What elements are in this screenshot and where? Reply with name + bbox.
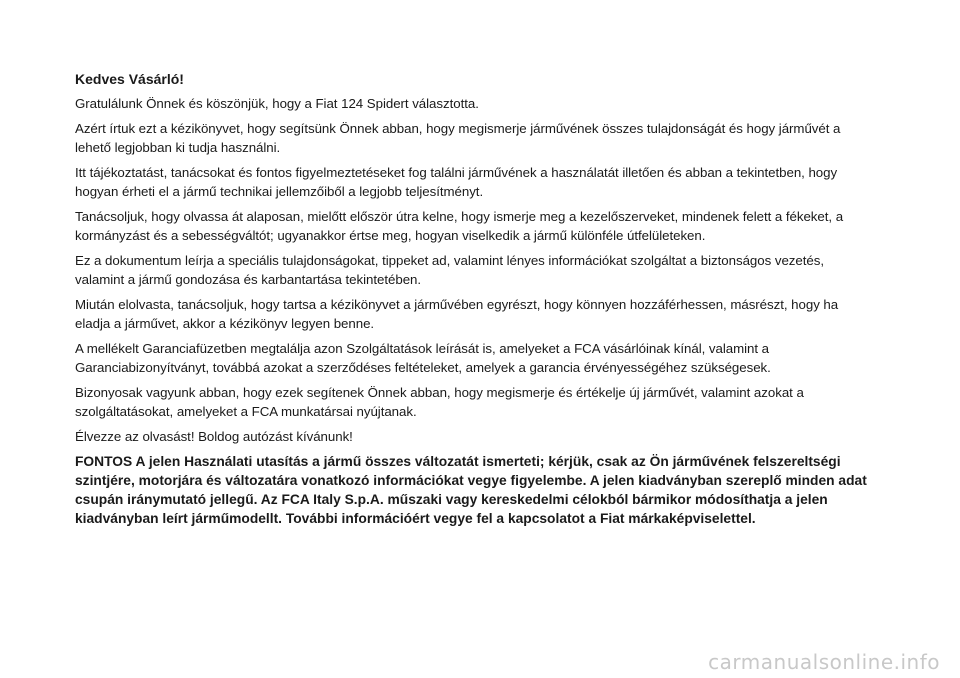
paragraph-document-scope: Ez a dokumentum leírja a speciális tulajdonságokat, tippeket ad, valamint lényes információkat szolgáltat a biztonságos vezetés, valamint a jármű gondozása és karbantartása tekintetében. bbox=[75, 253, 824, 287]
paragraph-advice: Tanácsoljuk, hogy olvassa át alaposan, mielőtt először útra kelne, hogy ismerje meg a kezelőszerveket, mindenek felett a fékeket, a kormányzást és a sebességváltót; ugyanakkor értse meg, hogyan viselkedik a jármű különféle útfelületeken. bbox=[75, 209, 844, 243]
paragraph-keep-manual: Miután elolvasta, tanácsoljuk, hogy tartsa a kézikönyvet a járművében egyrészt, hogy könnyen hozzáférhessen, másrészt, hogy ha eladja a járművet, akkor a kézikönyv legyen benne. bbox=[75, 297, 839, 331]
paragraph-confidence: Bizonyosak vagyunk abban, hogy ezek segítenek Önnek abban, hogy megismerje és értékelje új járművét, valamint azokat a szolgáltatásokat, amelyeket a FCA munkatársai nyújtanak. bbox=[75, 385, 804, 419]
paragraph-information: Itt tájékoztatást, tanácsokat és fontos figyelmeztetéseket fog találni járművének a használatát illetően és abban a tekintetben, hogy hogyan érheti el a jármű technikai jellemzőiből a legjobb teljesítményt. bbox=[75, 165, 838, 199]
paragraph-purpose: Azért írtuk ezt a kézikönyvet, hogy segítsünk Önnek abban, hogy megismerje járművének összes tulajdonságát és hogy járművét a lehető legjobban ki tudja használni. bbox=[75, 121, 841, 155]
paragraph-intro: Gratulálunk Önnek és köszönjük, hogy a Fiat 124 Spidert választotta. bbox=[75, 96, 479, 111]
document-page bbox=[75, 68, 875, 528]
important-notice: FONTOS A jelen Használati utasítás a jármű összes változatát ismerteti; kérjük, csak az Ön járművének felszereltségi szintjére, motorjára és változatára vonatkozó információkat vegye figyelembe. A jelen kiadványban szereplő minden adat csupán iránymutató jellegű. Az FCA Italy S.p.A. műszaki vagy kereskedelmi célokból bármikor módosíthatja a jelen kiadványban leírt járműmodellt. További információért vegye fel a kapcsolatot a Fiat márkaképviselettel. bbox=[75, 454, 867, 526]
paragraph-warranty: A mellékelt Garanciafüzetben megtalálja azon Szolgáltatások leírását is, amelyeket a FCA vásárlóinak kínál, valamint a Garanciabizonyítványt, továbbá azokat a szerződéses feltételeket, amelyek a garancia érvényességéhez szükségesek. bbox=[75, 341, 771, 375]
greeting-heading: Kedves Vásárló! bbox=[75, 71, 184, 87]
paragraph-closing: Élvezze az olvasást! Boldog autózást kívánunk! bbox=[75, 429, 353, 444]
site-watermark: carmanualsonline.info bbox=[708, 650, 940, 674]
